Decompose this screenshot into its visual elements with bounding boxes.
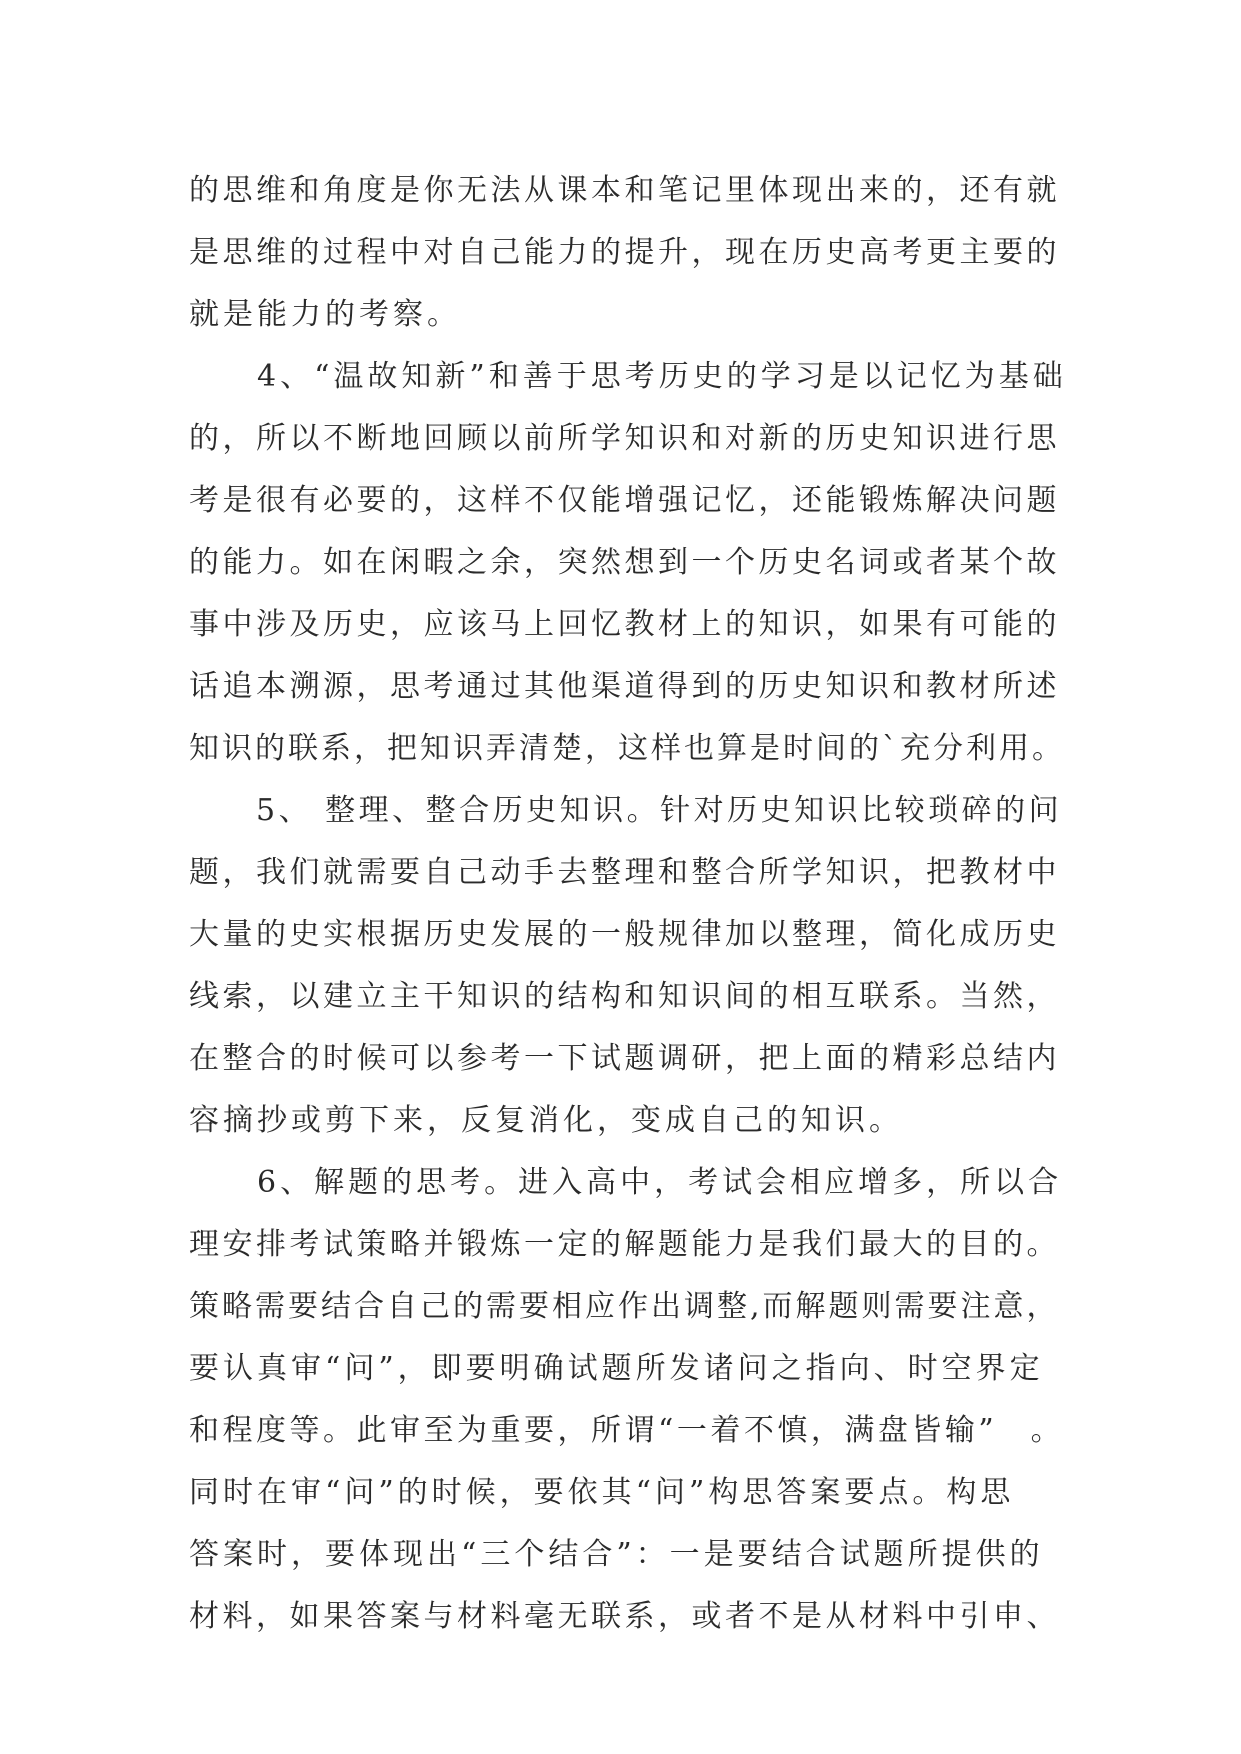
text-line: 题，我们就需要自己动手去整理和整合所学知识，把教材中 [189, 855, 1060, 890]
text-line: 是思维的过程中对自己能力的提升，现在历史高考更主要的 [189, 235, 1060, 270]
text-line: 答案时，要体现出“三个结合”：一是要结合试题所提供的 [189, 1537, 1044, 1572]
text-line: 大量的史实根据历史发展的一般规律加以整理，简化成历史 [189, 917, 1060, 952]
text-line: 4、“温故知新”和善于思考历史的学习是以记忆为基础 [189, 359, 1067, 394]
text-line: 策略需要结合自己的需要相应作出调整,而解题则需要注意， [189, 1289, 1060, 1324]
text-line: 5、 整理、整合历史知识。针对历史知识比较琐碎的问 [189, 793, 1063, 828]
text-line: 话追本溯源，思考通过其他渠道得到的历史知识和教材所述 [189, 669, 1060, 704]
body-text [189, 160, 1069, 1648]
text-line: 的思维和角度是你无法从课本和笔记里体现出来的，还有就 [189, 173, 1060, 208]
text-line: 容摘抄或剪下来，反复消化，变成自己的知识。 [189, 1103, 903, 1138]
text-line: 的，所以不断地回顾以前所学知识和对新的历史知识进行思 [189, 421, 1060, 456]
text-line: 事中涉及历史，应该马上回忆教材上的知识，如果有可能的 [189, 607, 1060, 642]
text-line: 要认真审“问”，即要明确试题所发诸问之指向、时空界定 [189, 1351, 1044, 1386]
text-line: 和程度等。此审至为重要，所谓“一着不慎，满盘皆输” 。 [189, 1413, 1065, 1448]
text-line: 理安排考试策略并锻炼一定的解题能力是我们最大的目的。 [189, 1227, 1060, 1262]
text-line: 知识的联系，把知识弄清楚，这样也算是时间的`充分利用。 [189, 731, 1065, 766]
text-line: 同时在审“问”的时候，要依其“问”构思答案要点。构思 [189, 1475, 1015, 1510]
text-line: 在整合的时候可以参考一下试题调研，把上面的精彩总结内 [189, 1041, 1060, 1076]
text-line: 的能力。如在闲暇之余，突然想到一个历史名词或者某个故 [189, 545, 1060, 580]
text-line: 考是很有必要的，这样不仅能增强记忆，还能锻炼解决问题 [189, 483, 1060, 518]
text-line: 6、解题的思考。进入高中，考试会相应增多，所以合 [189, 1165, 1063, 1200]
text-line: 线索，以建立主干知识的结构和知识间的相互联系。当然， [189, 979, 1060, 1014]
text-line: 就是能力的考察。 [189, 297, 461, 332]
text-line: 材料，如果答案与材料毫无联系，或者不是从材料中引申、 [189, 1599, 1060, 1634]
